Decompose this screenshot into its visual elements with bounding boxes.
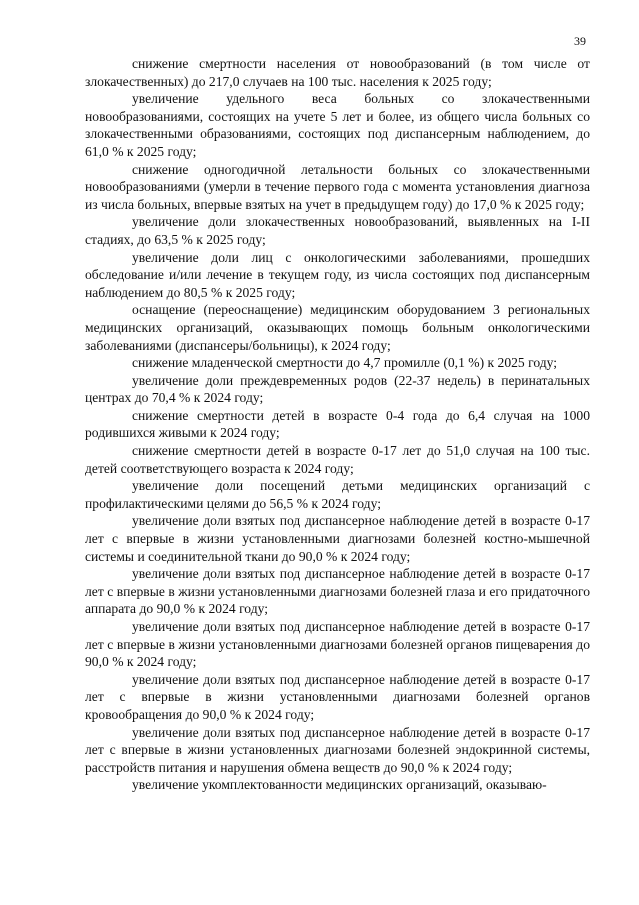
page-number: 39	[574, 34, 586, 48]
paragraph: снижение смертности детей в возрасте 0-17 лет до 51,0 случая на 100 тыс. детей соответствующего возраста к 2024 году;	[85, 443, 590, 476]
paragraph: оснащение (переоснащение) медицинским оборудованием 3 региональных медицинских организаций, оказывающих помощь больным онкологическими заболеваниями (диспансеры/больницы), к 2024 году;	[85, 302, 590, 353]
paragraph: увеличение укомплектованности медицинских организаций, оказываю-	[132, 777, 547, 793]
document-body	[85, 55, 590, 794]
paragraph: увеличение доли взятых под диспансерное наблюдение детей в возрасте 0-17 лет с впервые в жизни установленными диагнозами болезней органов кровообращения до 90,0 % к 2024 году;	[85, 671, 590, 722]
paragraph: увеличение доли злокачественных новообразований, выявленных на I-II стадиях, до 63,5 % к 2025 году;	[85, 214, 590, 247]
paragraph: увеличение доли преждевременных родов (22-37 недель) в перинатальных центрах до 70,4 % к 2024 году;	[85, 372, 590, 406]
paragraph: увеличение доли лиц с онкологическими заболеваниями, прошедших обследование и/или лечение в текущем году, из числа состоящих под диспансерным наблюдением до 80,5 % к 2025 году;	[85, 249, 590, 300]
paragraph: снижение младенческой смертности до 4,7 промилле (0,1 %) к 2025 году;	[132, 355, 558, 371]
paragraph: увеличение удельного веса больных со злокачественными новообразованиями, состоящих на учете 5 лет и более, из общего числа больных со злокачественными образованиями, состоящих под диспансерным наблюдением, до 61,0 % к 2025 году;	[85, 91, 590, 159]
paragraph: увеличение доли посещений детьми медицинских организаций с профилактическими целями до 56,5 % к 2024 году;	[85, 478, 590, 511]
paragraph: снижение смертности детей в возрасте 0-4 года до 6,4 случая на 1000 родившихся живыми к 2024 году;	[85, 407, 590, 441]
paragraph: увеличение доли взятых под диспансерное наблюдение детей в возрасте 0-17 лет с впервые в жизни установленными диагнозами болезней органов пищеварения до 90,0 % к 2024 году;	[85, 619, 590, 670]
paragraph: увеличение доли взятых под диспансерное наблюдение детей в возрасте 0-17 лет с впервые в жизни установленных диагнозами болезней эндокринной системы, расстройств питания и нарушения обмена веществ до 90,0 % к 2024 году;	[85, 724, 590, 775]
paragraph: снижение одногодичной летальности больных со злокачественными новообразованиями (умерли в течение первого года с момента установления диагноза из числа больных, впервые взятых на учет в предыдущем году) до 17,0 % к 2025 году;	[85, 161, 590, 212]
paragraph: увеличение доли взятых под диспансерное наблюдение детей в возрасте 0-17 лет с впервые в жизни установленными диагнозами болезней глаза и его придаточного аппарата до 90,0 % к 2024 году;	[85, 566, 590, 617]
paragraph: снижение смертности населения от новообразований (в том числе от злокачественных) до 217,0 случаев на 100 тыс. населения к 2025 году;	[85, 56, 590, 89]
paragraph: увеличение доли взятых под диспансерное наблюдение детей в возрасте 0-17 лет с впервые в жизни установленными диагнозами болезней костно-мышечной системы и соединительной ткани до 90,0 % к 2024 году;	[85, 513, 590, 564]
